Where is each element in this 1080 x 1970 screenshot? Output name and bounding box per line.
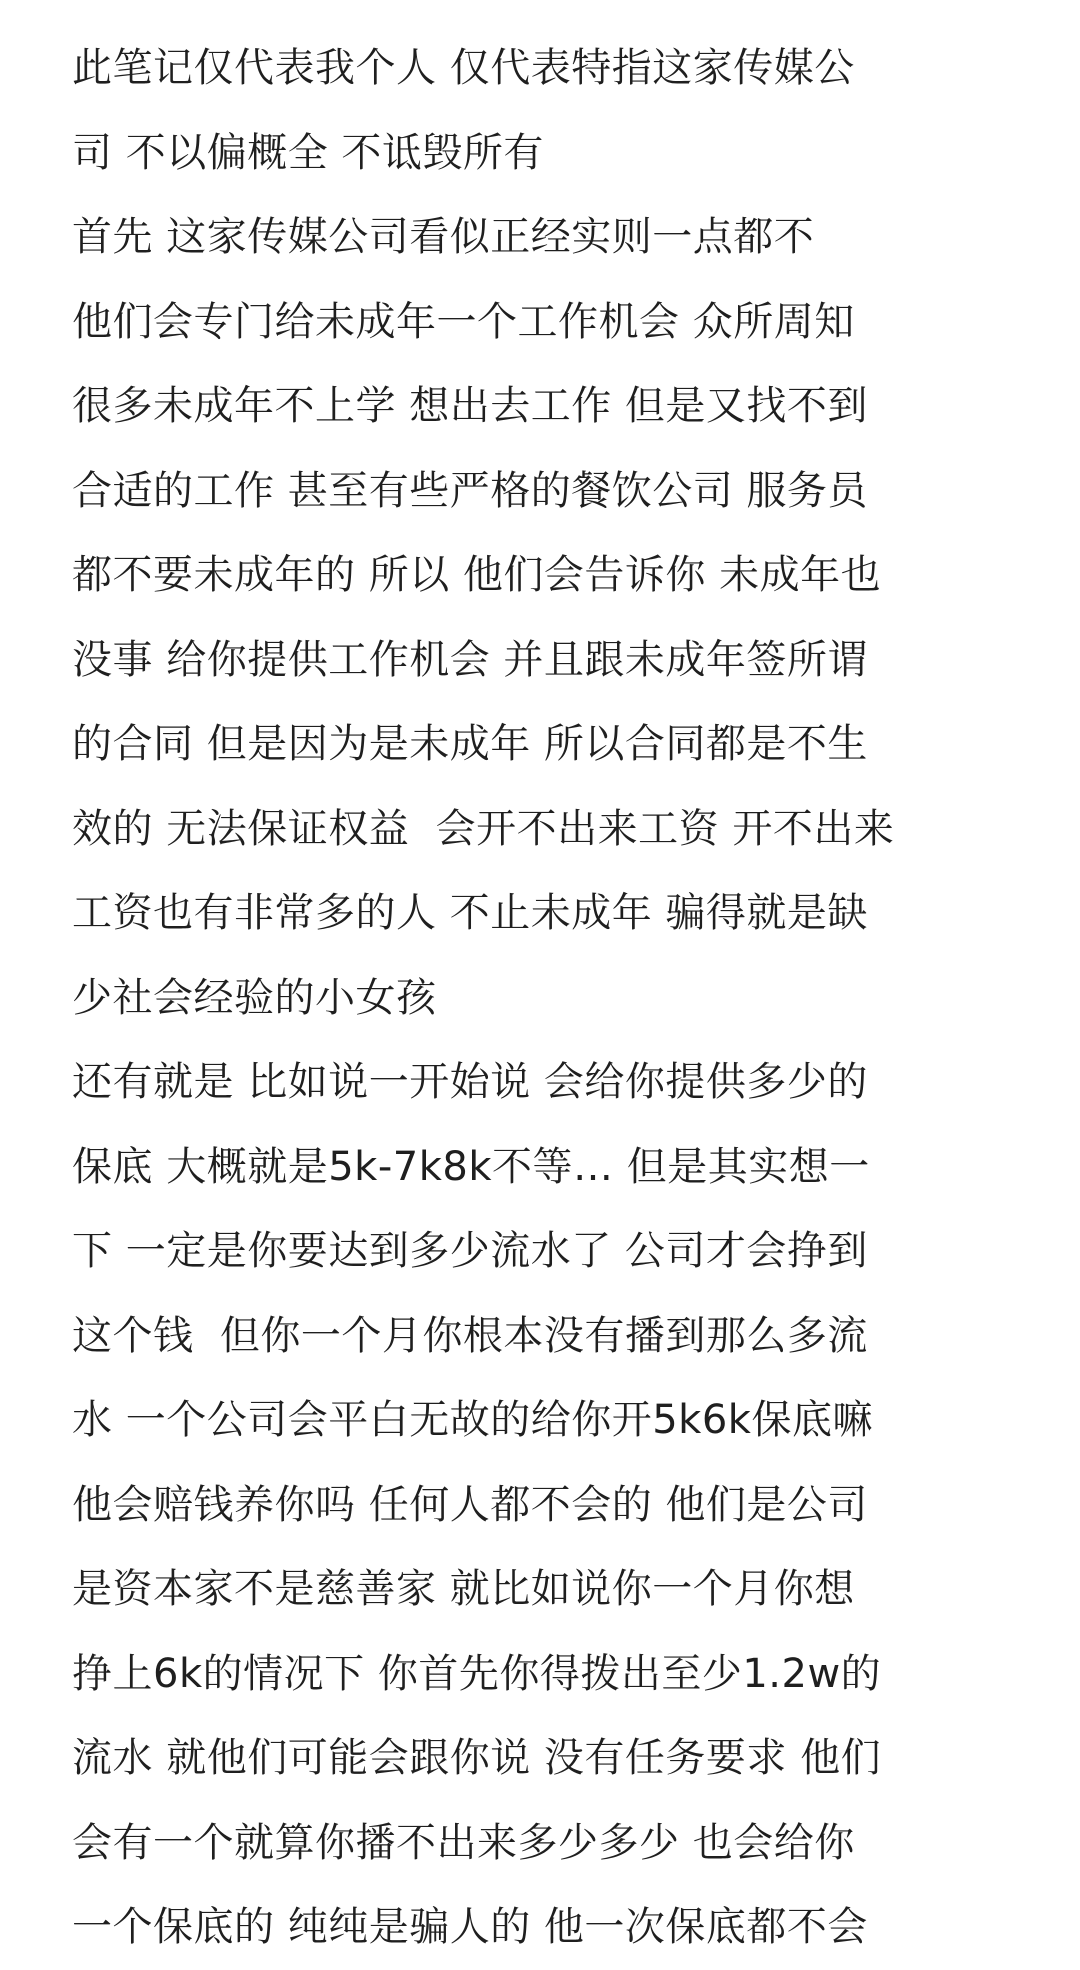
note-line: 首先 这家传媒公司看似正经实则一点都不 (72, 214, 815, 260)
note-body (72, 26, 1072, 1970)
note-line: 是资本家不是慈善家 就比如说你一个月你想 (72, 1566, 855, 1612)
note-line: 没事 给你提供工作机会 并且跟未成年签所谓 (72, 636, 868, 683)
note-line: 工资也有非常多的人 不止未成年 骗得就是缺 (72, 890, 868, 936)
note-line: 少社会经验的小女孩 (72, 974, 437, 1021)
note-line: 保底 大概就是5k-7k8k不等… 但是其实想一 (72, 1143, 870, 1190)
note-line: 会有一个就算你播不出来多少多少 也会给你 (72, 1819, 855, 1866)
note-line: 流水 就他们可能会跟你说 没有任务要求 他们 (72, 1735, 882, 1781)
note-line: 挣上6k的情况下 你首先你得拨出至少1.2w的 (72, 1650, 882, 1697)
note-line: 下 一定是你要达到多少流水了 公司才会挣到 (72, 1228, 868, 1274)
note-line: 司 不以偏概全 不诋毁所有 (72, 129, 544, 176)
note-line: 他们会专门给未成年一个工作机会 众所周知 (72, 298, 855, 345)
note-line: 这个钱 但你一个月你根本没有播到那么多流 (72, 1312, 868, 1359)
note-line: 一个保底的 纯纯是骗人的 他一次保底都不会 (72, 1904, 868, 1950)
note-line: 效的 无法保证权益 会开不出来工资 开不出来 (72, 805, 895, 852)
note-line: 此笔记仅代表我个人 仅代表特指这家传媒公 (72, 45, 855, 91)
note-line: 他会赔钱养你吗 任何人都不会的 他们是公司 (72, 1481, 868, 1528)
note-line: 很多未成年不上学 想出去工作 但是又找不到 (72, 383, 868, 429)
note-line: 都不要未成年的 所以 他们会告诉你 未成年也 (72, 552, 882, 598)
note-line: 的合同 但是因为是未成年 所以合同都是不生 (72, 721, 868, 767)
note-line: 水 一个公司会平白无故的给你开5k6k保底嘛 (72, 1397, 873, 1443)
note-line: 还有就是 比如说一开始说 会给你提供多少的 (72, 1059, 868, 1105)
note-line: 合适的工作 甚至有些严格的餐饮公司 服务员 (72, 467, 868, 514)
